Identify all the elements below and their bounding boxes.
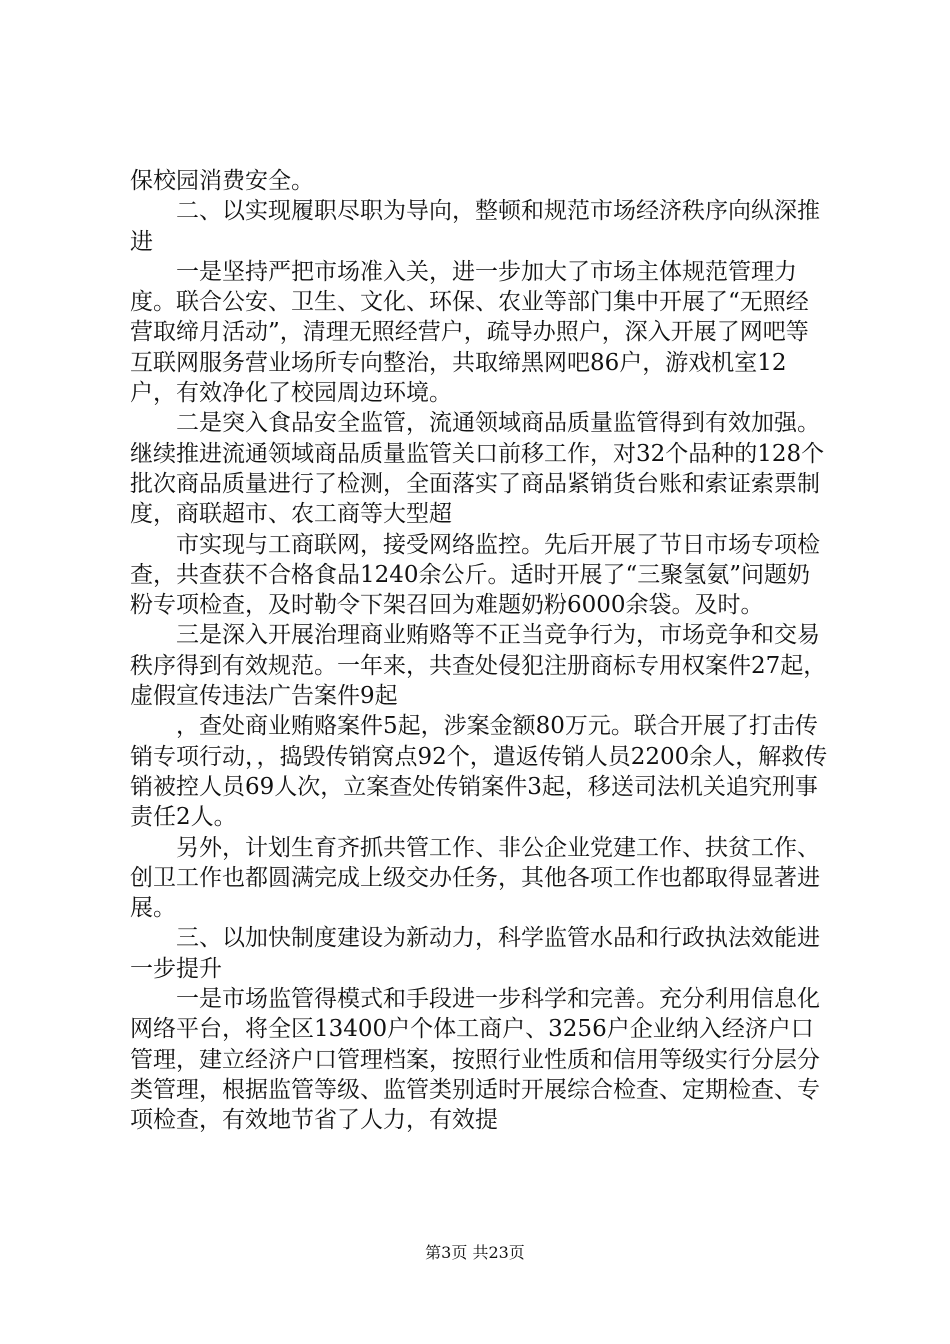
paragraph: ，查处商业贿赂案件5起，涉案金额80万元。联合开展了打击传销专项行动，，捣毁传销窝点92个，遣返传销人员2200余人，解救传销被控人员69人次，立案查处传销案件3起，移送司法机关追究刑事责任2人。 (130, 713, 828, 831)
section-heading: 三、以加快制度建设为新动力，科学监管水品和行政执法效能进一步提升 (130, 925, 820, 982)
paragraph: 保校园消费安全。 (130, 168, 314, 194)
paragraph: 三是深入开展治理商业贿赂等不正当竞争行为，市场竞争和交易秩序得到有效规范。一年来，共查处侵犯注册商标专用权案件27起，虚假宣传违法广告案件9起 (130, 622, 827, 710)
paragraph: 一是市场监管得模式和手段进一步科学和完善。充分利用信息化网络平台，将全区13400户个体工商户、3256户企业纳入经济户口管理，建立经济户口管理档案，按照行业性质和信用等级实行分层分类管理，根据监管等级、监管类别适时开展综合检查、定期检查、专项检查，有效地节省了人力，有效提 (130, 986, 820, 1134)
paragraph: 市实现与工商联网，接受网络监控。先后开展了节日市场专项检查，共查获不合格食品1240余公斤。适时开展了“三聚氢氨”问题奶粉专项检查，及时勒令下架召回为难题奶粉6000余袋。及时。 (130, 531, 820, 619)
paragraph: 二是突入食品安全监管，流通领域商品质量监管得到有效加强。继续推进流通领域商品质量监管关口前移工作，对32个品种的128个批次商品质量进行了检测，全面落实了商品紧销货台账和索证索票制度，商联超市、农工商等大型超 (130, 410, 825, 528)
paragraph: 一是坚持严把市场准入关，进一步加大了市场主体规范管理力度。联合公安、卫生、文化、环保、农业等部门集中开展了“无照经营取缔月活动”，清理无照经营户，疏导办照户，深入开展了网吧等互联网服务营业场所专向整治，共取缔黑网吧86户，游戏机室12户，有效净化了校园周边环境。 (130, 258, 809, 407)
page-number-footer: 第3页 共23页 (425, 1243, 525, 1262)
document-body (130, 166, 830, 1136)
paragraph: 另外，计划生育齐抓共管工作、非公企业党建工作、扶贫工作、创卫工作也都圆满完成上级交办任务，其他各项工作也都取得显著进展。 (130, 834, 820, 922)
section-heading: 二、以实现履职尽职为导向，整顿和规范市场经济秩序向纵深推进 (130, 198, 820, 255)
